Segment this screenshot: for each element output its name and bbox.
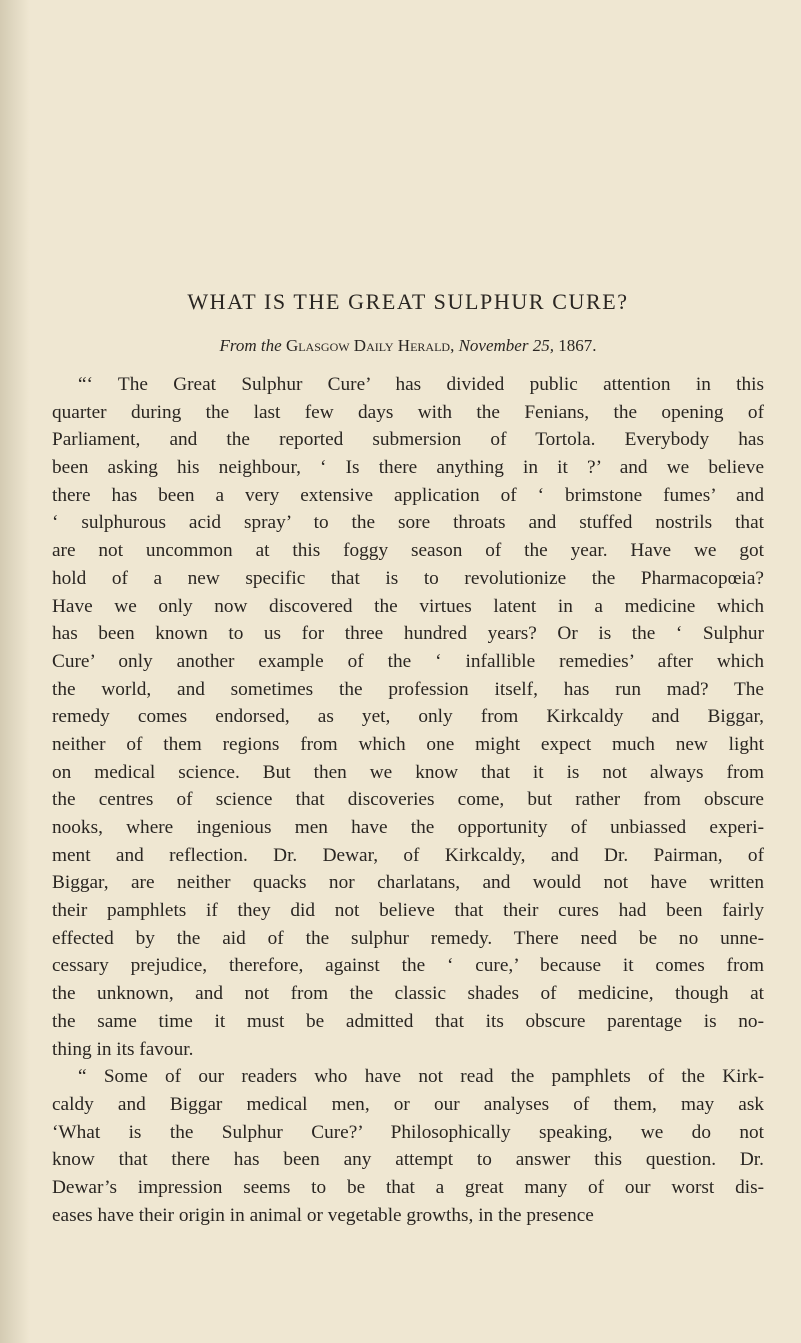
text-line: remedy comes endorsed, as yet, only from Kirkcaldy and Biggar, <box>52 706 764 728</box>
text-line: Cure’ only another example of the ‘ infallible remedies’ after which <box>52 650 764 672</box>
text-line: the world, and sometimes the profession itself, has run mad? The <box>52 678 764 700</box>
text-line: ‘ sulphurous acid spray’ to the sore throats and stuffed nostrils that <box>52 512 764 534</box>
text-line: there has been a very extensive application of ‘ brimstone fumes’ and <box>52 484 764 506</box>
text-line: effected by the aid of the sulphur remedy. There need be no unne- <box>52 927 764 949</box>
text-line: the same time it must be admitted that its obscure parentage is no- <box>52 1010 764 1032</box>
text-line: the unknown, and not from the classic shades of medicine, though at <box>52 983 764 1005</box>
article-body <box>52 371 764 1229</box>
book-page <box>52 0 764 1343</box>
text-line: on medical science. But then we know that it is not always from <box>52 761 764 783</box>
text-line: cessary prejudice, therefore, against the ‘ cure,’ because it comes from <box>52 955 764 977</box>
text-line: know that there has been any attempt to answer this question. Dr. <box>52 1149 764 1171</box>
source-year: 1867. <box>558 336 597 355</box>
source-date: November 25, <box>458 336 554 355</box>
page-title: WHAT IS THE GREAT SULPHUR CURE? <box>187 289 629 314</box>
text-line: ‘What is the Sulphur Cure?’ Philosophically speaking, we do not <box>52 1121 764 1143</box>
text-line: eases have their origin in animal or vegetable growths, in the presence <box>52 1204 594 1226</box>
text-line: Parliament, and the reported submersion of Tortola. Everybody has <box>52 429 764 451</box>
source-newspaper: Glasgow Daily Herald, <box>285 336 455 355</box>
text-line: Biggar, are neither quacks nor charlatans, and would not have written <box>52 872 764 894</box>
text-line: hold of a new specific that is to revolutionize the Pharmacopœia? <box>52 567 764 589</box>
text-line: the centres of science that discoveries come, but rather from obscure <box>52 789 764 811</box>
text-line: “ Some of our readers who have not read the pamphlets of the Kirk- <box>78 1066 764 1088</box>
text-line: nooks, where ingenious men have the opportunity of unbiassed experi- <box>52 817 764 838</box>
text-line: ment and reflection. Dr. Dewar, of Kirkcaldy, and Dr. Pairman, of <box>52 844 764 866</box>
text-line: has been known to us for three hundred years? Or is the ‘ Sulphur <box>52 623 764 645</box>
text-line: Dewar’s impression seems to be that a great many of our worst dis- <box>52 1176 764 1198</box>
text-line: caldy and Biggar medical men, or our analyses of them, may ask <box>52 1093 764 1115</box>
text-line: neither of them regions from which one might expect much new light <box>52 733 764 755</box>
source-line <box>52 336 764 356</box>
text-line: been asking his neighbour, ‘ Is there anything in it ?’ and we believe <box>52 457 764 479</box>
text-line: “‘ The Great Sulphur Cure’ has divided public attention in this <box>78 374 764 395</box>
text-line: thing in its favour. <box>52 1038 194 1060</box>
text-line: quarter during the last few days with the Fenians, the opening of <box>52 401 764 423</box>
text-line: Have we only now discovered the virtues latent in a medicine which <box>52 595 764 617</box>
text-line: are not uncommon at this foggy season of the year. Have we got <box>52 540 764 562</box>
paragraph <box>52 371 764 1063</box>
text-line: their pamphlets if they did not believe that their cures had been fairly <box>52 900 764 922</box>
page-edge-shadow <box>0 0 30 1343</box>
source-prefix: From the <box>219 336 282 355</box>
paragraph <box>52 1063 764 1229</box>
